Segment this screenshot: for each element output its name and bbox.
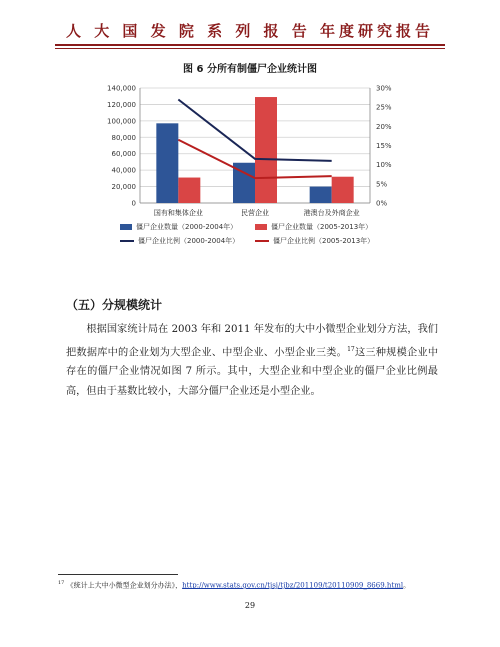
- section-heading: （五）分规模统计: [66, 298, 163, 312]
- footnote-number: 17: [58, 580, 65, 586]
- y-right-tick-label: 10%: [376, 161, 392, 170]
- x-tick-label: 国有和集体企业: [153, 209, 203, 217]
- legend-label-line-2000-2004: 僵尸企业比例（2000-2004年）: [138, 237, 240, 245]
- footnote: [58, 580, 448, 590]
- legend-label-line-2005-2013: 僵尸企业比例（2005-2013年）: [273, 237, 375, 245]
- legend-swatch-bar-2005-2013: [255, 224, 267, 230]
- y-left-tick-label: 40,000: [111, 166, 136, 175]
- y-right-tick-label: 25%: [376, 103, 392, 112]
- y-left-tick-label: 60,000: [111, 150, 136, 159]
- y-right-tick-label: 15%: [376, 142, 392, 150]
- legend-swatch-bar-2000-2004: [120, 224, 132, 230]
- y-right-tick-label: 0%: [376, 199, 388, 208]
- legend-swatch-line-2000-2004: [120, 240, 134, 242]
- legend-swatch-line-2005-2013: [255, 240, 269, 242]
- y-right-tick-label: 30%: [376, 84, 392, 93]
- bar-2000-2004-1: [156, 123, 178, 203]
- footnote-link[interactable]: http://www.stats.gov.cn/tjsj/tjbz/201109/t20110909_8669.html: [182, 581, 404, 590]
- x-tick-label: 港澳台及外商企业: [303, 209, 360, 217]
- paragraph-text: 根据国家统计局在 2003 年和 2011 年发布的大中小微型企业划分方法，我们把数据库中的企业划为大型企业、中型企业、小型企业三类。: [66, 324, 438, 358]
- chart-title: 图 6 分所有制僵尸企业统计图: [183, 64, 317, 75]
- footnote-text: 《统计上大中小微型企业划分办法》，: [66, 581, 183, 590]
- legend-item-bar-2000-2004: [120, 222, 255, 232]
- y-left-tick-label: 80,000: [111, 133, 136, 142]
- paragraph-text-continued: 这三种规模企业中存在的僵尸企业情况如图 7 所示。其中，大型企业和中型企业的僵尸企业比例最高，但由于基数比较小，大部分僵尸企业还是小型企业。: [66, 346, 439, 397]
- header-rule-thin: [55, 48, 445, 49]
- y-left-tick-label: 100,000: [107, 117, 136, 126]
- footnote-end: 。: [403, 581, 411, 590]
- report-header-title: 人 大 国 发 院 系 列 报 告 年度研究报告: [65, 22, 434, 40]
- body-paragraph: [66, 320, 438, 401]
- ownership-zombie-chart: [80, 78, 410, 223]
- legend-label-bar-2000-2004: 僵尸企业数量（2000-2004年）: [136, 223, 238, 231]
- bar-2005-2013-2: [255, 97, 277, 203]
- bar-2005-2013-1: [178, 178, 200, 203]
- bar-2000-2004-3: [310, 187, 332, 203]
- y-left-tick-label: 140,000: [107, 84, 136, 93]
- legend-label-bar-2005-2013: 僵尸企业数量（2005-2013年）: [271, 223, 373, 231]
- footnote-reference[interactable]: 17: [347, 345, 355, 353]
- chart-legend: [120, 222, 390, 246]
- legend-item-bar-2005-2013: [255, 222, 390, 232]
- y-left-tick-label: 20,000: [111, 183, 136, 192]
- header-rule: [55, 44, 445, 46]
- legend-item-line-2005-2013: [255, 236, 390, 246]
- y-right-tick-label: 20%: [376, 122, 392, 131]
- y-right-tick-label: 5%: [376, 180, 388, 189]
- x-tick-label: 民营企业: [241, 209, 269, 217]
- y-left-tick-label: 0: [131, 199, 136, 208]
- legend-item-line-2000-2004: [120, 236, 255, 246]
- page-number: 29: [244, 601, 256, 610]
- bar-2005-2013-3: [332, 177, 354, 203]
- footnote-rule: [58, 574, 178, 575]
- y-left-tick-label: 120,000: [107, 100, 136, 109]
